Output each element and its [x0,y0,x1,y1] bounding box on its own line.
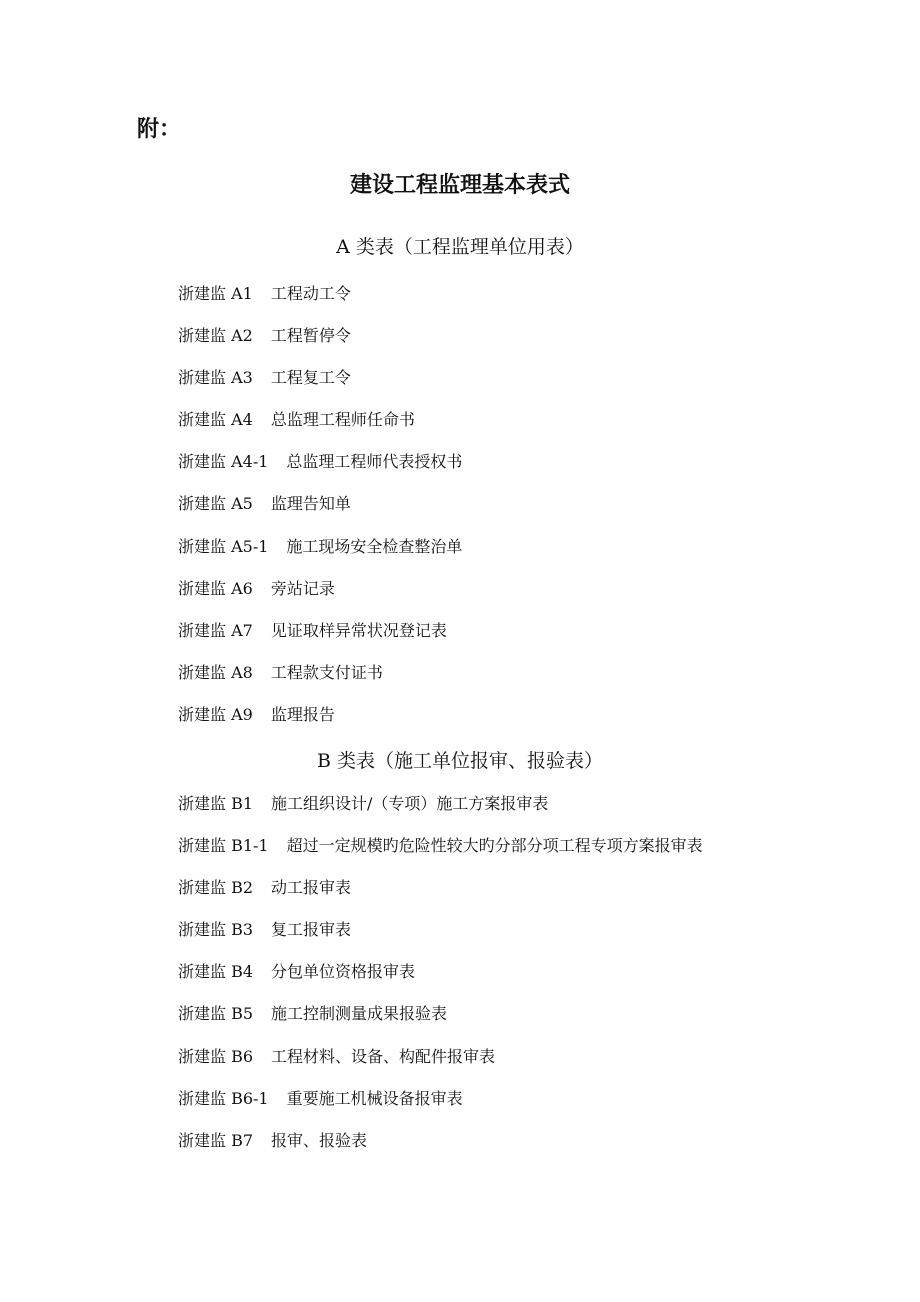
form-name: 工程材料、设备、构配件报审表 [271,1046,496,1066]
list-item [178,1000,703,1042]
list-item [178,322,462,364]
list-item [178,659,462,701]
list-item [178,406,462,448]
form-name: 工程复工令 [270,368,351,388]
list-item [178,832,703,874]
form-name: 复工报审表 [271,920,352,940]
list-item [178,280,462,322]
form-code: 浙建监 B3 [178,920,254,940]
list-item [178,1043,703,1085]
form-code: 浙建监 B1 [178,794,254,813]
form-name: 动工报审表 [271,878,352,898]
form-code: 浙建监 A7 [178,620,253,640]
form-name: 分包单位资格报审表 [271,962,416,982]
form-code: 浙建监 B6 [178,1046,254,1066]
list-item [178,790,703,832]
form-name: 总监理工程师任命书 [270,410,415,430]
form-code: 浙建监 B1-1 [178,836,269,856]
form-code: 浙建监 A5-1 [178,536,269,556]
form-name: 监理报告 [270,704,335,724]
form-code: 浙建监 B4 [178,962,254,982]
form-name: 见证取样异常状况登记表 [270,620,447,640]
form-code: 浙建监 A4 [178,410,253,430]
form-code: 浙建监 A2 [178,326,253,346]
form-code: 浙建监 A6 [178,578,253,598]
form-code: 浙建监 A5 [178,494,253,514]
form-code: 浙建监 B2 [178,878,254,898]
attachment-label: 附： [137,117,182,142]
list-item [178,364,462,406]
form-code: 浙建监 A9 [178,704,253,724]
form-code: 浙建监 B5 [178,1004,254,1024]
list-item [178,448,462,490]
form-name: 施工控制测量成果报验表 [271,1004,448,1024]
form-name: 施工组织设计/（专项）施工方案报审表 [271,794,549,813]
list-item [178,874,703,916]
list-item [178,617,462,659]
form-name: 旁站记录 [270,578,335,598]
list-item [178,575,462,617]
form-name: 工程动工令 [270,284,351,303]
section-b-title: B 类表（施工单位报审、报验表） [316,750,603,772]
form-code: 浙建监 A8 [178,662,253,682]
form-name: 监理告知单 [270,494,351,514]
list-item [178,958,703,1000]
form-code: 浙建监 A1 [178,284,253,303]
list-item [178,1127,703,1169]
form-name: 工程暂停令 [270,326,351,346]
section-a-title: A 类表（工程监理单位用表） [336,236,584,258]
section-b-list [178,790,703,1169]
list-item [178,916,703,958]
form-name: 重要施工机械设备报审表 [286,1088,463,1108]
document-title: 建设工程监理基本表式 [349,173,570,198]
section-a-list [178,280,462,743]
form-name: 工程款支付证书 [270,662,383,682]
form-name: 报审、报验表 [271,1130,368,1150]
list-item [178,701,462,743]
list-item [178,490,462,532]
form-code: 浙建监 A3 [178,368,253,388]
form-name: 总监理工程师代表授权书 [286,452,463,472]
form-name: 超过一定规模旳危险性较大旳分部分项工程专项方案报审表 [286,836,703,856]
form-code: 浙建监 B6-1 [178,1088,269,1108]
form-code: 浙建监 B7 [178,1130,254,1150]
list-item [178,1085,703,1127]
form-code: 浙建监 A4-1 [178,452,269,472]
form-name: 施工现场安全检查整治单 [286,536,463,556]
list-item [178,533,462,575]
